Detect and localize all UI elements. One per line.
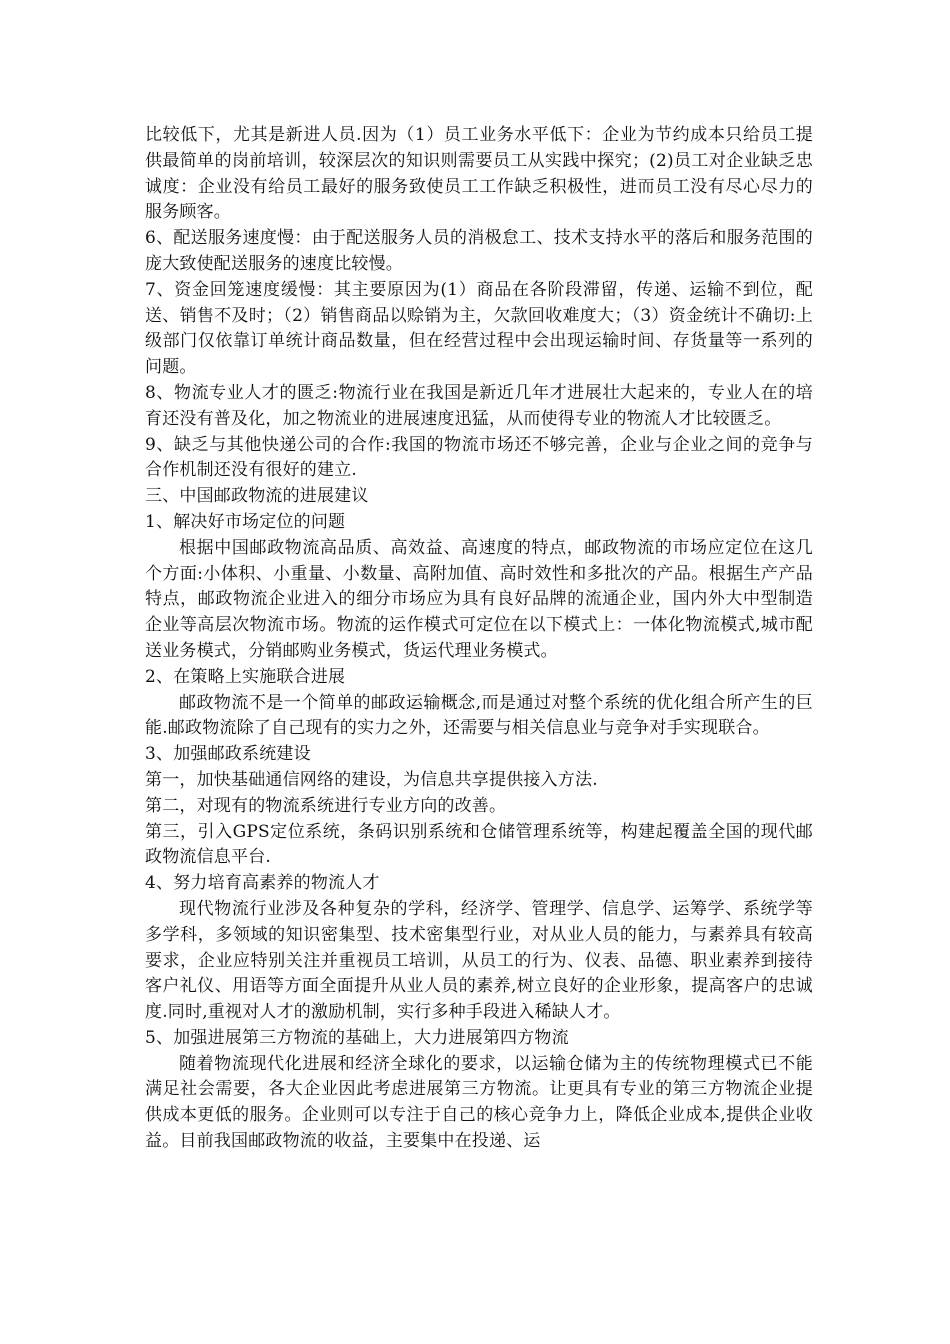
paragraph-talent-cultivation: 现代物流行业涉及各种复杂的学科，经济学、管理学、信息学、运筹学、系统学等多学科，多领域的知识密集型、技术密集型行业，对从业人员的能力，与素养具有较高要求，企业应特别关注并重视员工培训，从员工的行为、仪表、品德、职业素养到接待客户礼仪、用语等方面全面提升从业人员的素养,树立良好的企业形象，提高客户的忠诚度.同时,重视对人才的激励机制，实行多种手段进入稀缺人才。	[145, 898, 813, 1023]
subheading-joint-development: 2、在策略上实施联合进展	[145, 666, 346, 687]
subheading-market-positioning: 1、解决好市场定位的问题	[145, 511, 346, 532]
paragraph-market-positioning: 根据中国邮政物流高品质、高效益、高速度的特点，邮政物流的市场应定位在这几个方面:小体积、小重量、小数量、高附加值、高时效性和多批次的产品。根据生产产品特点，邮政物流企业进入的细分市场应为具有良好品牌的流通企业，国内外大中型制造企业等高层次物流市场。物流的运作模式可定位在以下模式上：一体化物流模式,城市配送业务模式，分销邮购业务模式，货运代理业务模式。	[145, 537, 813, 661]
section-heading-suggestions: 三、中国邮政物流的进展建议	[145, 486, 369, 507]
paragraph-capital-return: 7、资金回笼速度缓慢：其主要原因为(1）商品在各阶段滞留，传递、运输不到位，配送、销售不及时；（2）销售商品以赊销为主，欠款回收难度大；（3）资金统计不确切:上级部门仅依靠订单统计商品数量，但在经营过程中会出现运输时间、存货量等一系列的问题。	[145, 279, 813, 378]
paragraph-talent-shortage: 8、物流专业人才的匮乏:物流行业在我国是新近几年才进展壮大起来的，专业人在的培育还没有普及化，加之物流业的进展速度迅猛，从而使得专业的物流人才比较匮乏。	[145, 382, 813, 429]
list-item-third: 第三，引入GPS定位系统，条码识别系统和仓储管理系统等，构建起覆盖全国的现代邮政物流信息平台.	[145, 821, 813, 868]
subheading-system-construction: 3、加强邮政系统建设	[145, 744, 311, 765]
list-item-second: 第二，对现有的物流系统进行专业方向的改善。	[145, 795, 507, 816]
paragraph-third-party-logistics: 随着物流现代化进展和经济全球化的要求，以运输仓储为主的传统物理模式已不能满足社会需要，各大企业因此考虑进展第三方物流。让更具有专业的第三方物流企业提供成本更低的服务。企业则可以专注于自己的核心竞争力上，降低企业成本,提供企业收益。目前我国邮政物流的收益，主要集中在投递、运	[145, 1053, 813, 1152]
paragraph-joint-development: 邮政物流不是一个简单的邮政运输概念,而是通过对整个系统的优化组合所产生的巨能.邮政物流除了自己现有的实力之外，还需要与相关信息业与竞争对手实现联合。	[145, 692, 813, 739]
paragraph-staff-quality: 比较低下，尤其是新进人员.因为（1）员工业务水平低下：企业为节约成本只给员工提供最简单的岗前培训，较深层次的知识则需要员工从实践中探究；(2)员工对企业缺乏忠诚度：企业没有给员工最好的服务致使员工工作缺乏积极性，进而员工没有尽心尽力的服务顾客。	[145, 125, 813, 223]
document-page	[145, 123, 813, 1155]
subheading-third-party-logistics: 5、加强进展第三方物流的基础上，大力进展第四方物流	[145, 1027, 569, 1048]
subheading-talent-cultivation: 4、努力培育高素养的物流人才	[145, 873, 380, 894]
paragraph-delivery-speed: 6、配送服务速度慢：由于配送服务人员的消极怠工、技术支持水平的落后和服务范围的庞大致使配送服务的速度比较慢。	[145, 228, 813, 274]
list-item-first: 第一，加快基础通信网络的建设，为信息共享提供接入方法.	[145, 769, 598, 790]
paragraph-cooperation: 9、缺乏与其他快递公司的合作:我国的物流市场还不够完善，企业与企业之间的竞争与合作机制还没有很好的建立.	[145, 434, 813, 481]
